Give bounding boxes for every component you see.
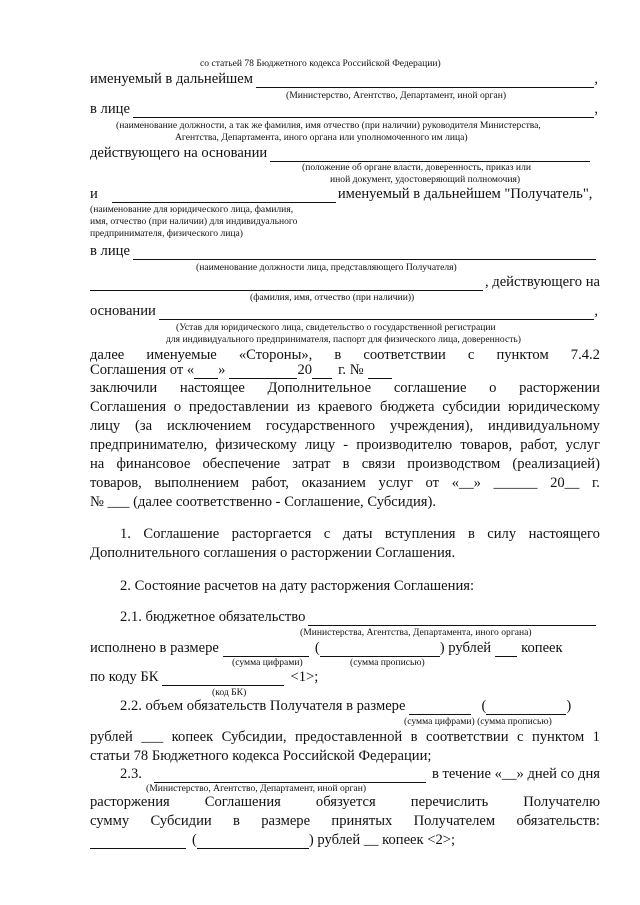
- word: лицу: [304, 437, 336, 453]
- line-text: (: [192, 832, 197, 848]
- basis-blank[interactable]: [270, 149, 590, 162]
- line-text: ,: [594, 303, 598, 319]
- ministry3-blank[interactable]: [154, 770, 426, 783]
- header-line: со статьей 78 Бюджетного кодекса Российской Федерации): [200, 58, 441, 69]
- word: далее: [90, 347, 125, 363]
- point21-line3: [90, 669, 318, 686]
- word: 20__: [550, 475, 580, 491]
- line-text: 2.2. объем обязательств Получателя в размере: [120, 698, 406, 714]
- point21-line1: [120, 609, 596, 626]
- line-text: именуемый в дальнейшем "Получатель",: [337, 186, 593, 202]
- word: пунктом: [531, 729, 585, 745]
- line-text: в лице: [90, 243, 130, 259]
- para1-line9: № ___ (далее соответственно - Соглашение, Субсидия).: [90, 494, 436, 510]
- caption-sum-words: (сумма прописью): [350, 657, 425, 668]
- person-line: [90, 101, 598, 118]
- word: оказанием: [301, 475, 366, 491]
- word: 1: [592, 729, 600, 745]
- line-text: Соглашения от «: [90, 362, 195, 378]
- word: копеек: [171, 729, 214, 745]
- caption-ministry3: (Министерство, Агентство, Департамент, иной орган): [146, 783, 367, 794]
- word: выполнением: [154, 475, 239, 491]
- point23-line3: [90, 813, 600, 830]
- word: с: [516, 729, 524, 745]
- representative-blank[interactable]: [133, 247, 596, 260]
- line-text: ,: [594, 101, 598, 117]
- word: в: [342, 456, 350, 472]
- word: с: [323, 526, 331, 542]
- word: «Стороны»,: [238, 347, 313, 363]
- kopecks-blank[interactable]: [495, 644, 517, 657]
- word: услуг: [378, 475, 413, 491]
- word: работ,: [520, 437, 558, 453]
- word: государственного: [265, 418, 376, 434]
- line-text: по коду БК: [90, 669, 159, 685]
- line-text: ) рублей __ копеек <2>;: [308, 832, 456, 848]
- basis2-blank[interactable]: [159, 307, 594, 320]
- word: производителю: [356, 437, 453, 453]
- caption-sum2: (сумма цифрами) (сумма прописью): [404, 716, 552, 727]
- caption-fio: (фамилия, имя, отчество (при наличии)): [250, 292, 415, 303]
- line-text: г. №: [338, 362, 364, 378]
- word: от: [425, 475, 440, 491]
- word: 1.: [120, 526, 131, 542]
- line-text: <1>;: [290, 669, 319, 685]
- word: соответствии: [363, 347, 446, 363]
- caption-charter-b: для индивидуального предпринимателя, паспорт для физического лица, доверенность): [166, 334, 521, 345]
- point1-line1: [120, 526, 600, 543]
- return-amount-digits-blank[interactable]: [90, 836, 186, 849]
- return-amount-words-blank[interactable]: [197, 836, 309, 849]
- obligation-blank[interactable]: [308, 613, 596, 626]
- basis2-line: [90, 303, 598, 320]
- point1-line2: Дополнительного соглашения о расторжении Соглашения.: [90, 545, 456, 561]
- word: производством: [407, 456, 501, 472]
- word: настоящее: [179, 380, 245, 396]
- word: в: [334, 347, 342, 363]
- word: работ,: [251, 475, 289, 491]
- line-text: »: [218, 362, 226, 378]
- point23-line1: [120, 766, 600, 783]
- para1-line3: [90, 380, 600, 397]
- word: ___: [141, 729, 164, 745]
- line-text: копеек: [521, 640, 563, 656]
- word: Соглашения: [204, 794, 281, 810]
- word: юридическому: [508, 399, 600, 415]
- line-text: 2.3.: [120, 766, 142, 782]
- recipient-amount-digits-blank[interactable]: [409, 702, 471, 715]
- word: Соглашения: [90, 399, 167, 415]
- word: именуемые: [146, 347, 217, 363]
- caption-budget-code: (код БК): [212, 687, 247, 698]
- word: Соглашение: [143, 526, 220, 542]
- word: товаров,: [460, 437, 513, 453]
- date-year-blank[interactable]: [312, 366, 332, 379]
- word: (реализацией): [512, 456, 600, 472]
- word: Дополнительное: [267, 380, 372, 396]
- line-text: ) рублей: [439, 640, 492, 656]
- fio-line: [90, 274, 600, 291]
- line-text: 20: [297, 362, 313, 378]
- line-text: в течение «__» дней со дня: [432, 766, 600, 782]
- caption-position-b: Агентства, Департамента, иного органа или уполномоченного им лица): [175, 132, 468, 143]
- word: Получателем: [413, 813, 496, 829]
- word: товаров,: [90, 475, 142, 491]
- word: из: [296, 399, 311, 415]
- word: размере: [261, 813, 311, 829]
- word: принятых: [331, 813, 393, 829]
- caption-position-a: (наименование должности, а так же фамилия, имя отчество (при наличии) руководителя Министерства,: [116, 120, 541, 131]
- date-day-blank[interactable]: [194, 366, 218, 379]
- word: в: [410, 729, 418, 745]
- point23-line2: [90, 794, 600, 811]
- basis-line: [90, 145, 590, 162]
- word: г.: [591, 475, 600, 491]
- word: о: [489, 380, 497, 396]
- line-text: (: [314, 640, 320, 656]
- word: с: [467, 347, 475, 363]
- word: Субсидии,: [221, 729, 287, 745]
- para1-line7: [90, 456, 600, 473]
- caption-ministry: (Министерство, Агентство, Департамент, иной орган): [286, 90, 507, 101]
- word: исключением: [166, 418, 252, 434]
- recipient-line: [90, 186, 600, 203]
- word: перечислить: [410, 794, 489, 810]
- line-text: (: [481, 698, 487, 714]
- word: субсидии: [442, 399, 501, 415]
- word: обеспечение: [202, 456, 281, 472]
- point21-line2: [90, 640, 563, 657]
- amount-digits-blank[interactable]: [223, 644, 309, 657]
- budget-code-blank[interactable]: [162, 673, 284, 686]
- word: силу: [487, 526, 517, 542]
- line-text: в лице: [90, 101, 130, 117]
- word: соответствии: [426, 729, 509, 745]
- word: в: [233, 813, 240, 829]
- representative-line: [90, 243, 596, 260]
- amount-words-blank[interactable]: [320, 644, 440, 657]
- word: -: [343, 437, 349, 453]
- word: физическому: [215, 437, 297, 453]
- caption-sum-digits: (сумма цифрами): [232, 657, 303, 668]
- word: обязательств:: [516, 813, 600, 829]
- word: расторгается: [231, 526, 312, 542]
- para1-line2: [90, 362, 392, 379]
- caption-ministry2: (Министерства, Агентства, Департамента, иного органа): [300, 627, 532, 638]
- line-text: , действующего на: [484, 274, 600, 290]
- para1-line4: [90, 399, 600, 416]
- para1-line8: [90, 475, 600, 492]
- para1-line5: [90, 418, 600, 435]
- word: предоставленной: [295, 729, 403, 745]
- word: бюджета: [380, 399, 435, 415]
- word: услуг: [565, 437, 600, 453]
- caption-charter-a: (Устав для юридического лица, свидетельство о государственной регистрации: [176, 322, 496, 333]
- line-text: ,: [594, 71, 598, 87]
- fio-blank[interactable]: [90, 278, 483, 291]
- word: заключили: [90, 380, 158, 396]
- word: рублей: [90, 729, 133, 745]
- line-text: исполнено в размере: [90, 640, 219, 656]
- word: на: [90, 456, 105, 472]
- word: (за: [135, 418, 153, 434]
- word: Субсидии: [150, 813, 212, 829]
- caption-basis-a: (положение об органе власти, доверенность, приказ или: [302, 162, 531, 173]
- word: 7.4.2: [570, 347, 600, 363]
- word: финансовое: [116, 456, 191, 472]
- caption-name-b: имя, отчество (при наличии) для индивидуального: [90, 216, 298, 227]
- line-text: основании: [90, 303, 156, 319]
- word: связи: [361, 456, 396, 472]
- word: сумму: [90, 813, 130, 829]
- word: лицу: [90, 418, 121, 434]
- word: соглашение: [393, 380, 467, 396]
- recipient-amount-words-blank[interactable]: [486, 702, 566, 715]
- word: Получателю: [523, 794, 600, 810]
- agreement-number-blank[interactable]: [368, 366, 392, 379]
- word: предпринимателю,: [90, 437, 208, 453]
- date-month-blank[interactable]: [229, 366, 297, 379]
- word: затрат: [292, 456, 331, 472]
- line-text: действующего на основании: [90, 145, 268, 161]
- word: обязуется: [315, 794, 376, 810]
- para1-line6: [90, 437, 600, 454]
- word: учреждения),: [389, 418, 474, 434]
- caption-representative: (наименование должности лица, представляющего Получателя): [196, 262, 457, 273]
- ministry-blank[interactable]: [256, 75, 594, 88]
- word: в: [467, 526, 475, 542]
- recipient-blank[interactable]: [112, 190, 336, 203]
- caption-basis-b: иной документ, удостоверяющий полномочия): [330, 174, 521, 185]
- word: настоящего: [528, 526, 600, 542]
- line-text: 2.1. бюджетное обязательство: [120, 609, 306, 625]
- word: расторжения: [90, 794, 170, 810]
- point2-heading: 2. Состояние расчетов на дату расторжения Соглашения:: [120, 578, 475, 594]
- caption-name-a: (наименование для юридического лица, фамилия,: [90, 204, 294, 215]
- line-text: именуемый в дальнейшем: [90, 71, 253, 87]
- person-blank[interactable]: [133, 105, 594, 118]
- point22-line3: статьи 78 Бюджетного кодекса Российской Федерации;: [90, 748, 432, 764]
- word: даты: [342, 526, 373, 542]
- caption-name-c: предпринимателя, физического лица): [90, 228, 243, 239]
- line-text: ): [566, 698, 572, 714]
- word: предоставлении: [188, 399, 289, 415]
- word: пунктом: [496, 347, 549, 363]
- point22-line1: [120, 698, 571, 715]
- named-line: [90, 71, 598, 88]
- word: вступления: [384, 526, 456, 542]
- point22-line2: [90, 729, 600, 746]
- word: ______: [493, 475, 538, 491]
- word: «__»: [451, 475, 481, 491]
- word: о: [173, 399, 182, 415]
- line-text: и: [90, 186, 98, 202]
- word: индивидуальному: [487, 418, 600, 434]
- word: расторжении: [519, 380, 600, 396]
- point23-line4: [90, 832, 455, 849]
- word: краевого: [317, 399, 373, 415]
